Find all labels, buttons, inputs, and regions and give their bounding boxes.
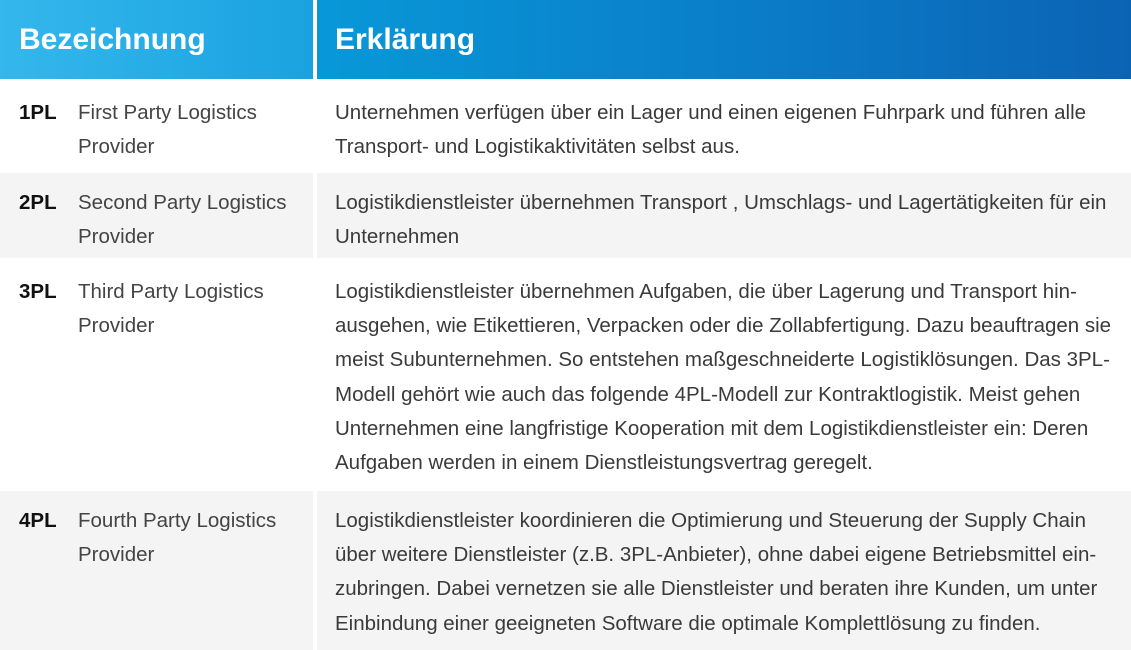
term-cell <box>0 262 313 487</box>
term-description: Logistikdienstleister koordinieren die Optimierung und Steuerung der Supply Chain über weitere Dienstleister (z.B. 3PL-Anbieter), ohne dabei eigene Betriebsmittel einzubringen. Dabei vernetzen sie alle Dienstleister und beraten ihre Kunden, um unter Einbindung einer geeigneten Software die optimale Komplettlösung zu finden. <box>335 509 1098 635</box>
table-row <box>0 262 1131 491</box>
term-description: Logistikdienstleister übernehmen Transport , Umschlags- und Lagertätigkeiten für ein Unternehmen <box>335 191 1107 249</box>
header-erklaerung: Erklärung <box>317 0 1131 79</box>
table-row <box>0 83 1131 173</box>
term-cell <box>0 83 313 169</box>
term-description: Unternehmen verfügen über ein Lager und einen eigenen Fuhrpark und führen alle Transport- und Logistikaktivitäten selbst aus. <box>335 101 1087 159</box>
term-cell <box>0 173 313 258</box>
term-abbreviation: 3PL <box>19 280 57 303</box>
table-row <box>0 491 1131 650</box>
table-header <box>0 0 1131 83</box>
term-name: Second Party Logistics Provider <box>78 191 287 249</box>
column-divider <box>313 79 317 650</box>
term-name: Fourth Party Logistics Provider <box>78 509 277 567</box>
header-bezeichnung: Bezeichnung <box>0 0 313 79</box>
term-cell <box>0 491 313 650</box>
term-abbreviation: 2PL <box>19 191 57 214</box>
term-abbreviation: 1PL <box>19 101 57 124</box>
term-name: Third Party Logistics Provider <box>78 280 264 338</box>
term-abbreviation: 4PL <box>19 509 57 532</box>
term-description: Logistikdienstleister übernehmen Aufgaben, die über Lagerung und Transport hinausgehen, wie Etikettieren, Verpacken oder die Zollabfertigung. Dazu beauftragen sie meist Subunternehmen. So entstehen maßgeschneiderte Logistiklösungen. Das 3PL-Modell gehört wie auch das folgende 4PL-Modell zur Kontraktlogistik. Meist gehen Unternehmen eine langfristige Kooperation mit dem Logistikdienstleister ein: Deren Aufgaben werden in einem Dienstleistungsvertrag geregelt. <box>335 280 1112 475</box>
table-row <box>0 173 1131 262</box>
term-name: First Party Logistics Provider <box>78 101 257 159</box>
